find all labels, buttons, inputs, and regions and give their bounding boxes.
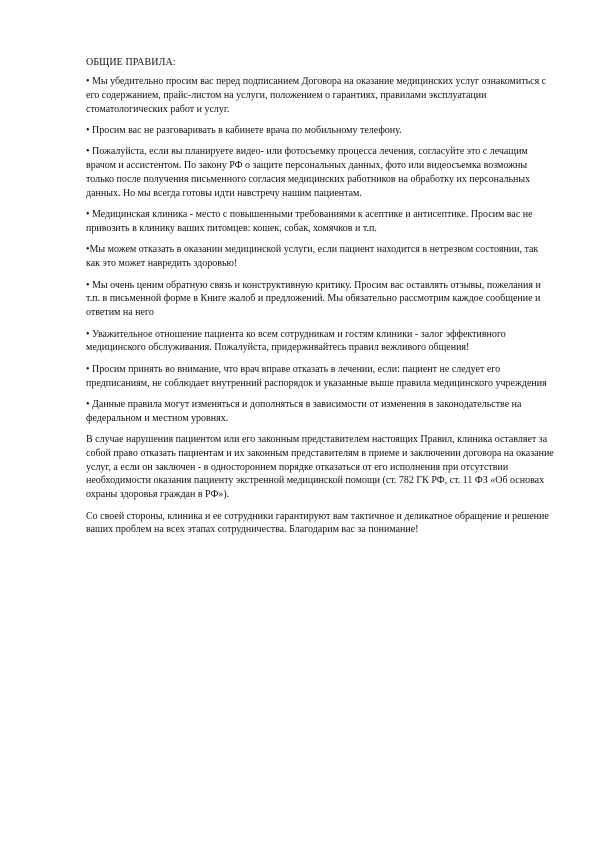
document-page [86, 57, 554, 545]
rule-respectful-attitude: • Уважительное отношение пациента ко всем сотрудникам и гостям клиники - залог эффективного медицинского обслуживания. Пожалуйста, придерживайтесь правил вежливого общения! [86, 328, 506, 354]
rule-photo-video-consent: • Пожалуйста, если вы планируете видео- или фотосъемку процесса лечения, согласуйте это с лечащим врачом и ассистентом. По закону РФ о защите персональных данных, фото или видеосъемка возможны только после получения письменного согласия медицинских работников на обработку их персональных данных. Но мы всегда готовы идти навстречу нашим пациентам. [86, 146, 531, 199]
violation-clause: В случае нарушения пациентом или его законным представителем настоящих Правил, клиника оставляет за собой право отказать пациентам и их законным представителям в приеме и заключении договора на оказание услуг, а если он заключен - в одностороннем порядке отказаться от его исполнения при отсутствии необходимости оказания пациенту экстренной медицинской помощи (ст. 782 ГК РФ, ст. 11 ФЗ «Об основах охраны здоровья граждан в РФ»). [86, 434, 554, 501]
rule-contract-familiarization: • Мы убедительно просим вас перед подписанием Договора на оказание медицинских услуг ознакомиться с его содержанием, прайс-листом на услуги, положением о гарантиях, правилами эксплуатации стоматологических работ и услуг. [86, 76, 547, 115]
rule-doctor-may-refuse: • Просим принять во внимание, что врач вправе отказать в лечении, если: пациент не следует его предписаниям, не соблюдает внутренний распорядок и указанные выше правила медицинского учреждения [86, 363, 547, 389]
rule-no-phone-calls: • Просим вас не разговаривать в кабинете врача по мобильному телефону. [86, 124, 402, 136]
rule-feedback: • Мы очень ценим обратную связь и конструктивную критику. Просим вас оставлять отзывы, пожелания и т.п. в письменной форме в Книге жалоб и предложений. Мы обязательно рассмотрим каждое сообщение и ответим на него [86, 279, 541, 319]
rule-may-change: • Данные правила могут изменяться и дополняться в зависимости от изменения в законодательстве на федеральном и местном уровнях. [86, 398, 522, 424]
rule-no-pets: • Медицинская клиника - место с повышенными требованиями к асептике и антисептике. Просим вас не привозить в клинику ваших питомцев: кошек, собак, хомячков и т.п. [86, 209, 533, 234]
document-heading: ОБЩИЕ ПРАВИЛА: [86, 57, 176, 68]
closing-statement: Со своей стороны, клиника и ее сотрудники гарантируют вам тактичное и деликатное обращение и решение ваших проблем на всех этапах сотрудничества. Благодарим вас за понимание! [86, 510, 549, 536]
rule-intoxication-refusal: •Мы можем отказать в оказании медицинской услуги, если пациент находится в нетрезвом состоянии, так как это может навредить здоровью! [86, 244, 539, 270]
